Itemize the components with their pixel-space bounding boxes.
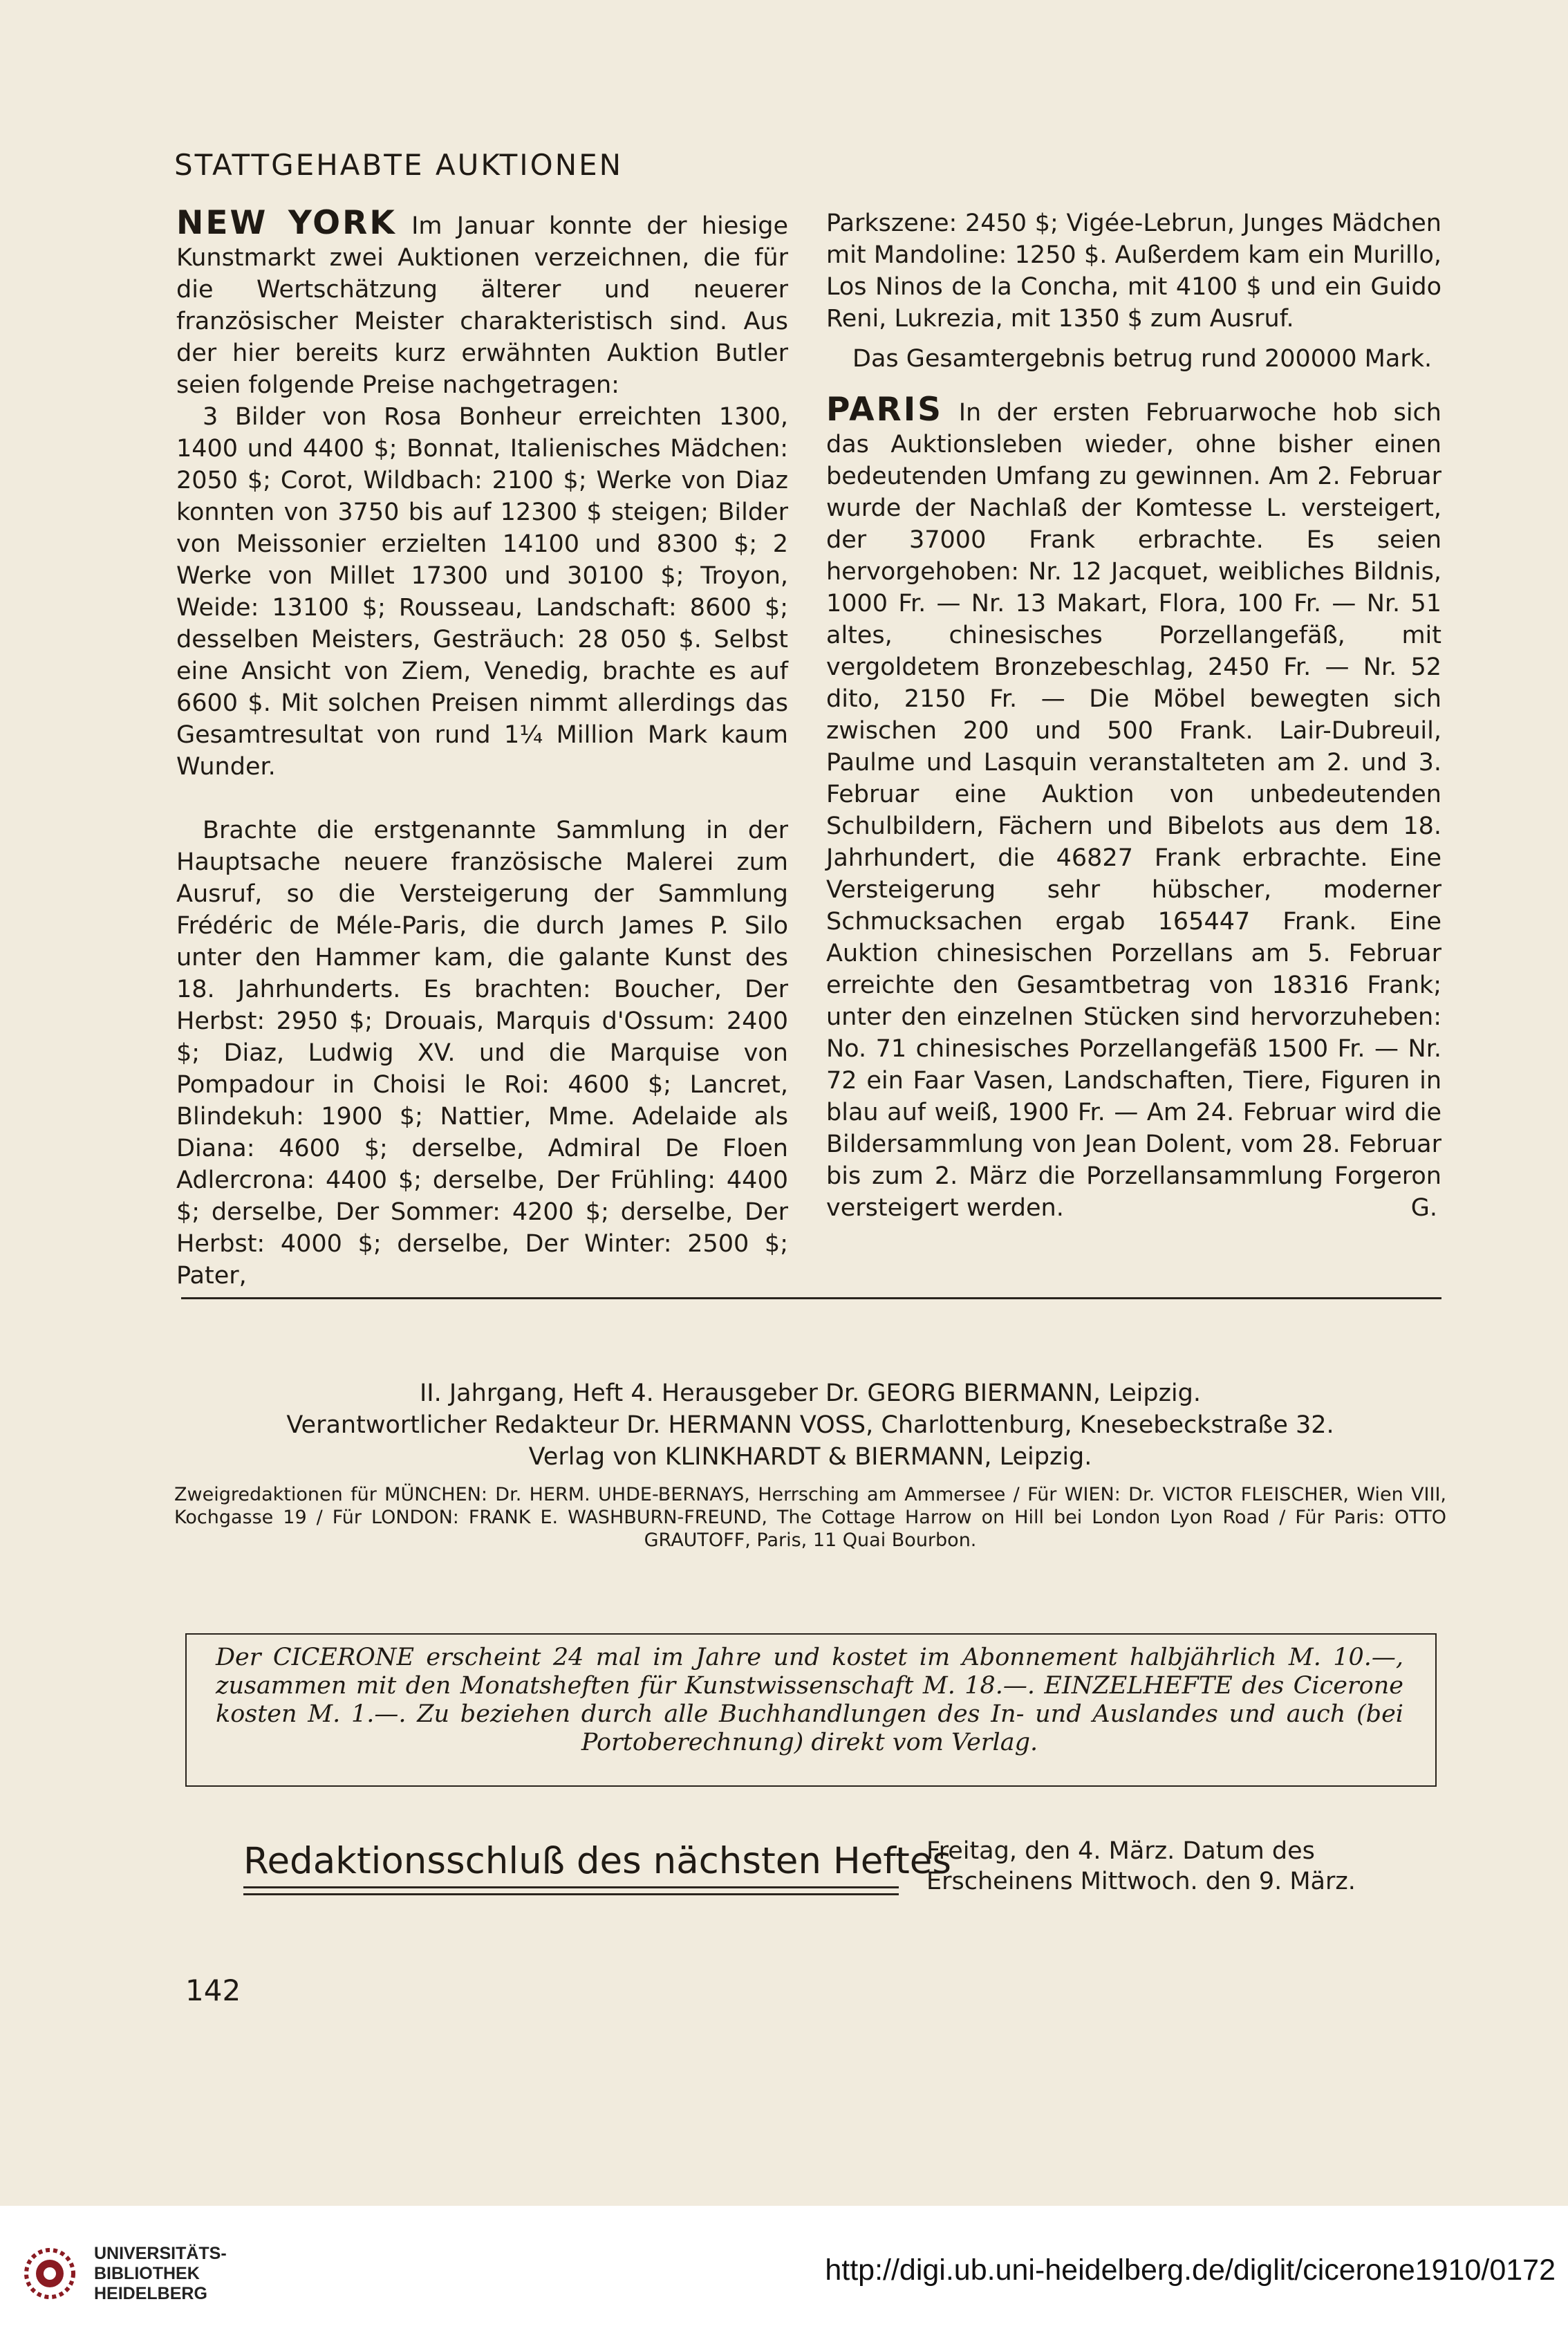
paris-text: In der ersten Februarwoche hob sich das Auktionsleben wieder, ohne bisher einen bedeutenden Umfang zu gewinnen. Am 2. Februar wurde der Nachlaß der Komtesse L. versteigert, der 37000 Frank erbrachte. Es seien hervorgehoben: Nr. 12 Jacquet, weibliches Bildnis, 1000 Fr. — Nr. 13 Makart, Flora, 100 Fr. — Nr. 51 altes, chinesisches Porzellangefäß, mit vergoldetem Bronzebeschlag, 2450 Fr. — Nr. 52 dito, 2150 Fr. — Die Möbel bewegten sich zwischen 200 und 500 Frank. Lair-Dubreuil, Paulme und Lasquin veranstalteten am 2. und 3. Februar eine Auktion von unbedeutenden Schulbildern, Fächern und Bibelots aus dem 18. Jahrhundert, die 46827 Frank erbrachte. Eine Versteigerung sehr hübscher, moderner Schmucksachen ergab 165447 Frank. Eine Auktion chinesischen Porzellans am 5. Februar erreichte den Gesamtbetrag von 18316 Frank; unter den einzelnen Stücken sind hervorzuheben: No. 71 chinesisches Porzellangefäß 1500 Fr. — Nr. 72 ein Faar Vasen, Landschaften, Tiere, Figuren in blau auf weiß, 1900 Fr. — Am 24. Februar wird die Bildersammlung von Jean Dolent, vom 28. Februar bis zum 2. März die Porzellansammlung Forgeron versteigert werden. xyxy=(826,399,1441,1222)
branch-editors: Zweigredaktionen für MÜNCHEN: Dr. HERM. UHDE-BERNAYS, Herrsching am Ammersee / Für WIEN: Dr. VICTOR FLEISCHER, Wien VIII, Kochgasse 19 / Für LONDON: FRANK E. WASHBURN-FREUND, The Cottage Harrow on Hill bei London Lyon Road / Für Paris: OTTO GRAUTOFF, Paris, 11 Quai Bourbon. xyxy=(174,1484,1446,1551)
summary-paragraph: Das Gesamtergebnis betrug rund 200000 Mark. xyxy=(852,345,1432,373)
colophon-line-1: II. Jahrgang, Heft 4. Herausgeber Dr. GEORG BIERMANN, Leipzig. xyxy=(419,1379,1202,1407)
new-york-intro: Im Januar konnte der hiesige Kunstmarkt zwei Auktionen verzeichnen, die für die Wertschätzung älterer und neuerer französischer Meister charakteristisch sind. Aus der hier bereits kurz erwähnten Auktion Butler seien folgende Preise nachgetragen: xyxy=(176,212,788,399)
mele-paris-paragraph: Brachte die erstgenannte Sammlung in der Hauptsache neuere französische Malerei zum Ausruf, so die Versteigerung der Sammlung Frédéric de Méle-Paris, die durch James P. Silo unter den Hammer kam, die galante Kunst des 18. Jahrhunderts. Es brachten: Boucher, Der Herbst: 2950 $; Drouais, Marquis d'Ossum: 2400 $; Diaz, Ludwig XV. und die Marquise von Pompadour in Choisi le Roi: 4600 $; Lancret, Blindekuh: 1900 $; Nattier, Mme. Adelaide als Diana: 4600 $; derselbe, Admiral De Floen Adlercrona: 4400 $; derselbe, Der Frühling: 4400 $; derselbe, Der Sommer: 4200 $; derselbe, Der Herbst: 4000 $; derselbe, Der Winter: 2500 $; Pater, xyxy=(176,817,788,1290)
butler-prices-paragraph: 3 Bilder von Rosa Bonheur erreichten 1300, 1400 und 4400 $; Bonnat, Italienisches Mädchen: 2050 $; Corot, Wildbach: 2100 $; Werke von Diaz konnten von 3750 bis auf 12300 $ steigen; Bilder von Meissonier erzielten 14100 und 8300 $; 2 Werke von Millet 17300 und 30100 $; Troyon, Weide: 13100 $; Rousseau, Landschaft: 8600 $; desselben Meisters, Gesträuch: 28 050 $. Selbst eine Ansicht von Ziem, Venedig, brachte es auf 6600 $. Mit solchen Preisen nimmt allerdings das Gesamtresultat von rund 1¼ Million Mark kaum Wunder. xyxy=(176,403,788,781)
paris-heading: PARIS xyxy=(826,391,944,429)
divider-rule xyxy=(181,1297,1441,1299)
library-name xyxy=(94,2244,227,2304)
continued-paragraph: Parkszene: 2450 $; Vigée-Lebrun, Junges Mädchen mit Mandoline: 1250 $. Außerdem kam ein Murillo, Los Ninos de la Concha, mit 4100 $ und ein Guido Reni, Lukrezia, mit 1350 $ zum Ausruf. xyxy=(826,210,1441,333)
signature: G. xyxy=(1410,1194,1437,1222)
deadline-info xyxy=(926,1836,1372,1897)
library-name-line-2: BIBLIOTHEK xyxy=(94,2264,200,2283)
paris-paragraph xyxy=(826,391,1441,1224)
subscription-notice: Der CICERONE erscheint 24 mal im Jahre und kostet im Abonnement halbjährlich M. 10.—, zusammen mit den Monatsheften für Kunstwissenschaft M. 18.—. EINZELHEFTE des Cicerone kosten M. 1.—. Zu beziehen durch alle Buchhandlungen des In- und Auslandes und auch (bei Portoberechnung) direkt vom Verlag. xyxy=(216,1644,1403,1756)
colophon xyxy=(174,1377,1446,1473)
deadline-title: Redaktionsschluß des nächsten Heftes xyxy=(243,1840,952,1882)
section-heading: STATTGEHABTE AUKTIONEN xyxy=(174,148,624,182)
digitization-url-link[interactable]: http://digi.ub.uni-heidelberg.de/diglit/cicerone1910/0172 xyxy=(825,2253,1556,2287)
deadline-underline-2 xyxy=(243,1893,899,1895)
colophon-line-3: Verlag von KLINKHARDT & BIERMANN, Leipzig. xyxy=(528,1443,1092,1471)
deadline-line-1: Freitag, den 4. März. Datum des xyxy=(926,1837,1315,1865)
deadline-underline xyxy=(243,1886,899,1888)
right-column xyxy=(826,207,1441,1224)
colophon-line-2: Verantwortlicher Redakteur Dr. HERMANN VOSS, Charlottenburg, Knesebeckstraße 32. xyxy=(286,1411,1334,1439)
deadline-line-2: Erscheinens Mittwoch. den 9. März. xyxy=(926,1868,1356,1895)
new-york-heading: NEW YORK xyxy=(176,204,397,242)
university-library-logo-icon xyxy=(17,2240,83,2307)
new-york-paragraph xyxy=(176,204,788,401)
page-number: 142 xyxy=(185,1973,241,2007)
library-name-line-3: HEIDELBERG xyxy=(94,2284,207,2303)
left-column xyxy=(176,204,788,1292)
library-name-line-1: UNIVERSITÄTS- xyxy=(94,2244,227,2263)
